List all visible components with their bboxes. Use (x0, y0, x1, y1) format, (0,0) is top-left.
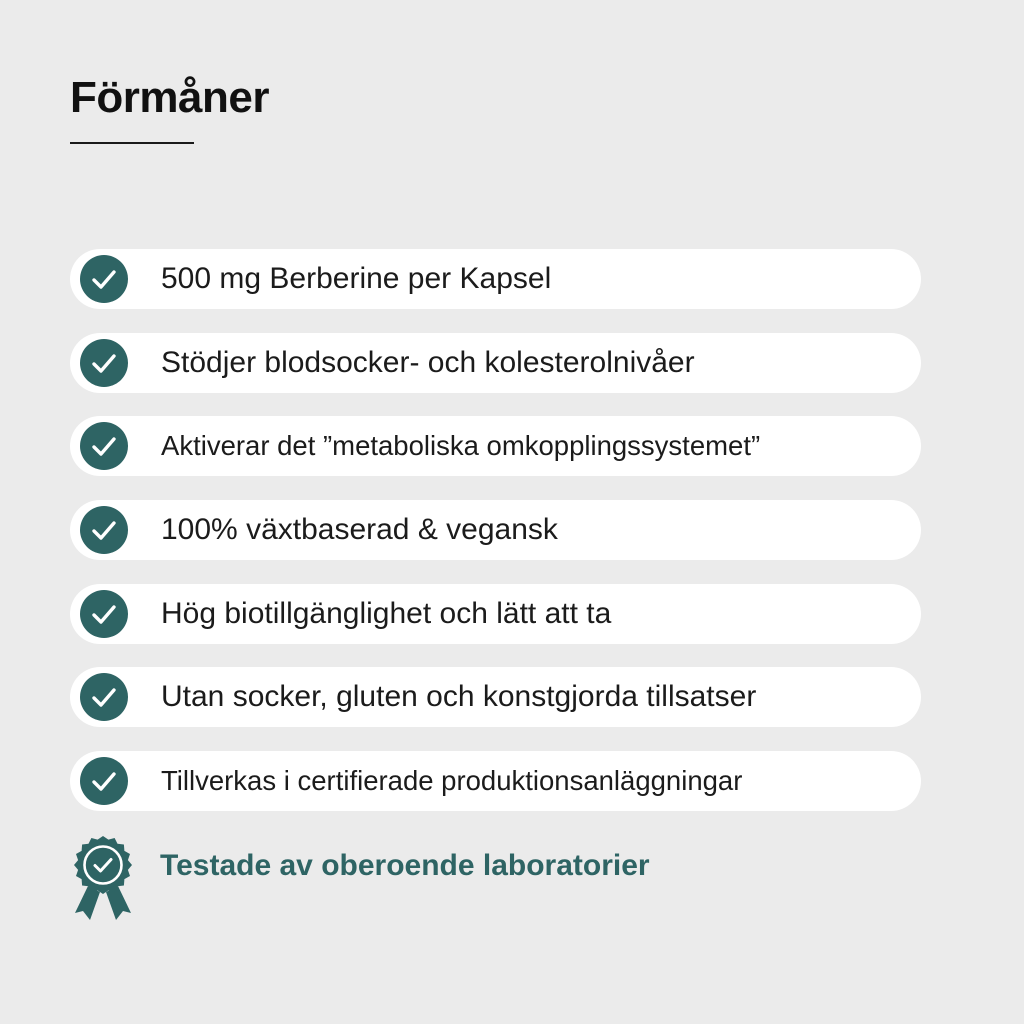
benefit-item-bioavailability (70, 584, 921, 644)
check-circle-icon (80, 590, 128, 638)
benefit-label: Tillverkas i certifierade produktionsanläggningar (161, 765, 743, 797)
benefit-label: Stödjer blodsocker- och kolesterolnivåer (161, 345, 695, 379)
benefit-label: 500 mg Berberine per Kapsel (161, 262, 552, 295)
award-rosette-icon (72, 834, 134, 924)
lab-tested-label: Testade av oberoende laboratorier (160, 849, 650, 882)
title-underline (70, 142, 194, 144)
check-circle-icon (80, 255, 128, 303)
check-circle-icon (80, 673, 128, 721)
benefit-item-blood-sugar (70, 333, 921, 393)
benefit-label: 100% växtbaserad & vegansk (161, 513, 558, 547)
benefit-label: Utan socker, gluten och konstgjorda tillsatser (161, 680, 757, 714)
check-circle-icon (80, 422, 128, 470)
benefit-item-capsule-dose (70, 249, 921, 309)
check-circle-icon (80, 339, 128, 387)
benefit-label: Hög biotillgänglighet och lätt att ta (161, 596, 612, 630)
benefit-item-vegan (70, 500, 921, 560)
benefit-item-no-additives (70, 667, 921, 727)
benefit-list (70, 249, 921, 835)
check-circle-icon (80, 506, 128, 554)
benefit-label: Aktiverar det ”metaboliska omkopplingssystemet” (161, 430, 761, 462)
check-circle-icon (80, 757, 128, 805)
benefit-item-metabolic-switch (70, 416, 921, 476)
page-title: Förmåner (70, 73, 269, 122)
lab-tested-badge (72, 834, 650, 924)
benefit-item-certified-production (70, 751, 921, 811)
